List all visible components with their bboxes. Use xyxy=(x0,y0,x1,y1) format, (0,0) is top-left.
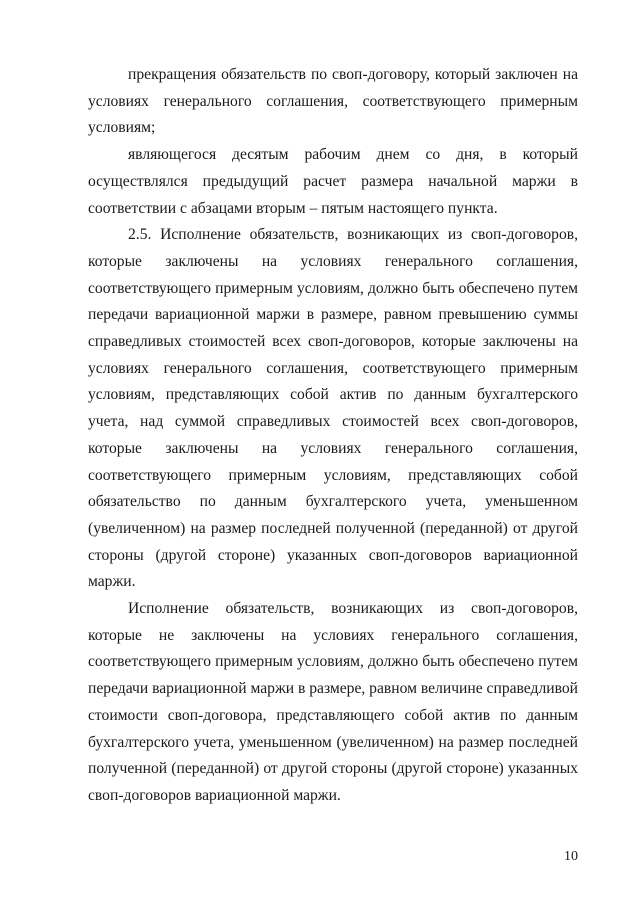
paragraph-termination: прекращения обязательств по своп-договору, который заключен на условиях генерального соглашения, соответствующего примерным условиям; xyxy=(88,66,578,137)
paragraph-tenth-business-day: являющегося десятым рабочим днем со дня, в который осуществлялся предыдущий расчет размера начальной маржи в соответствии с абзацами вторым – пятым настоящего пункта. xyxy=(88,146,578,217)
paragraph-2-5-variation-margin: 2.5. Исполнение обязательств, возникающих из своп-договоров, которые заключены на условиях генерального соглашения, соответствующего примерным условиям, должно быть обеспечено путем передачи вариационной маржи в размере, равном превышению суммы справедливых стоимостей всех своп-договоров, которые заключены на условиях генерального соглашения, соответствующего примерным условиям, представляющих собой актив по данным бухгалтерского учета, над суммой справедливых стоимостей всех своп-договоров, которые заключены на условиях генерального соглашения, соответствующего примерным условиям, представляющих собой обязательство по данным бухгалтерского учета, уменьшенном (увеличенном) на размер последней полученной (переданной) от другой стороны (другой стороне) указанных своп-договоров вариационной маржи. xyxy=(88,226,578,591)
page-number: 10 xyxy=(564,849,578,864)
document-body xyxy=(88,62,578,810)
paragraph-non-master-agreement: Исполнение обязательств, возникающих из своп-договоров, которые не заключены на условиях генерального соглашения, соответствующего примерным условиям, должно быть обеспечено путем передачи вариационной маржи в размере, равном величине справедливой стоимости своп-договора, представляющего собой актив по данным бухгалтерского учета, уменьшенном (увеличенном) на размер последней полученной (переданной) от другой стороны (другой стороне) указанных своп-договоров вариационной маржи. xyxy=(88,600,578,804)
